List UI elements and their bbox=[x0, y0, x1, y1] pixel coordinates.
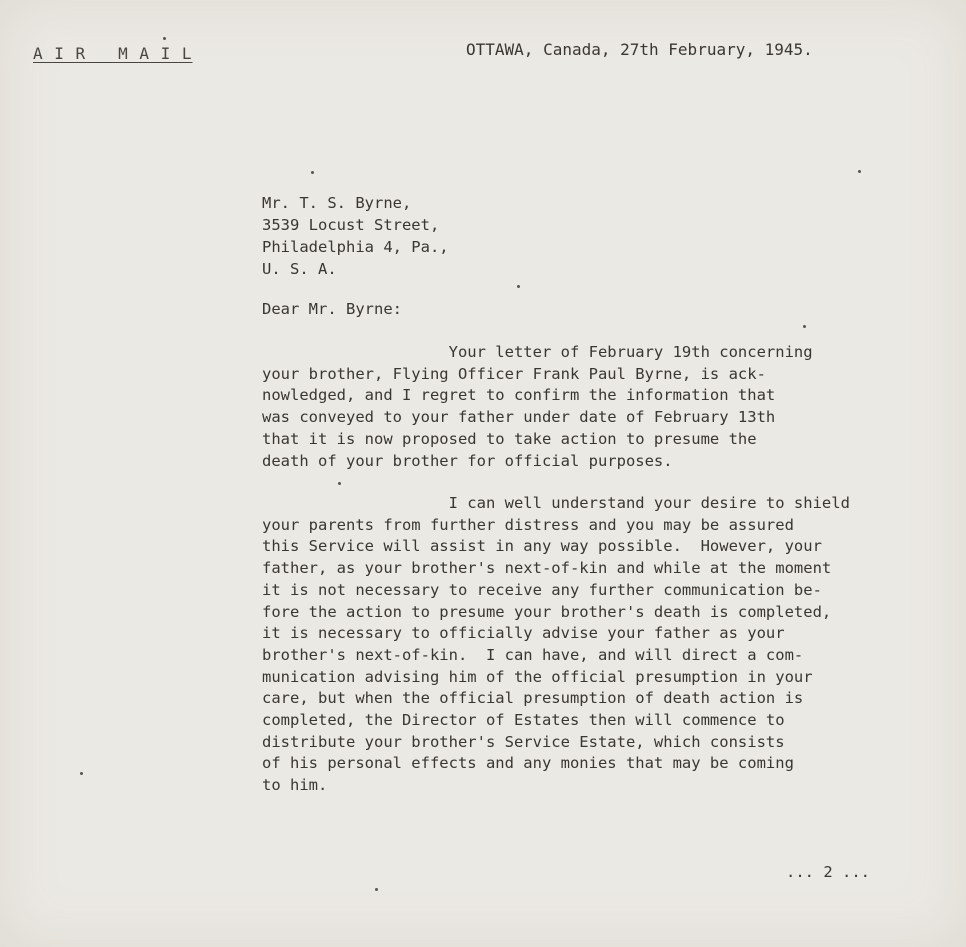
paragraph-line: munication advising him of the official presumption in your bbox=[262, 667, 813, 686]
paragraph-line: Your letter of February 19th concerning bbox=[262, 343, 813, 361]
paragraph-line: distribute your brother's Service Estate, which consists bbox=[262, 732, 785, 751]
paper-speck bbox=[80, 772, 83, 775]
paper-speck bbox=[163, 37, 166, 40]
address-line: Mr. T. S. Byrne, bbox=[262, 194, 412, 212]
paragraph-line: fore the action to presume your brother's death is completed, bbox=[262, 602, 832, 621]
paragraph-line: it is necessary to officially advise your father as your bbox=[262, 624, 785, 643]
dateline: OTTAWA, Canada, 27th February, 1945. bbox=[466, 40, 813, 59]
page-continuation-marker: ... 2 ... bbox=[786, 863, 870, 881]
paragraph-line: your parents from further distress and you may be assured bbox=[262, 515, 794, 534]
paper-speck bbox=[517, 285, 520, 288]
paragraph-line: this Service will assist in any way possible. However, your bbox=[262, 537, 822, 556]
paragraph-line: it is not necessary to receive any further communication be- bbox=[262, 580, 822, 599]
paragraph-line: I can well understand your desire to shield bbox=[262, 494, 850, 512]
paper-speck bbox=[338, 482, 341, 485]
paragraph-line: of his personal effects and any monies that may be coming bbox=[262, 754, 794, 773]
paragraph-line: your brother, Flying Officer Frank Paul Byrne, is ack- bbox=[262, 364, 766, 383]
paper-speck bbox=[803, 325, 806, 328]
paragraph-line: to him. bbox=[262, 776, 328, 795]
paragraph-line: father, as your brother's next-of-kin and while at the moment bbox=[262, 559, 832, 578]
paper-speck bbox=[375, 888, 378, 891]
paper-speck bbox=[311, 171, 314, 174]
paragraph-line: that it is now proposed to take action to presume the bbox=[262, 429, 757, 448]
paragraph-1 bbox=[262, 342, 942, 472]
paragraph-line: brother's next-of-kin. I can have, and will direct a com- bbox=[262, 645, 804, 664]
paragraph-line: care, but when the official presumption of death action is bbox=[262, 689, 804, 708]
salutation: Dear Mr. Byrne: bbox=[262, 300, 402, 318]
paper-speck bbox=[858, 170, 861, 173]
air-mail-heading: A I R M A I L bbox=[33, 44, 193, 63]
address-line: U. S. A. bbox=[262, 260, 337, 278]
paragraph-line: nowledged, and I regret to confirm the information that bbox=[262, 386, 776, 405]
paragraph-line: death of your brother for official purposes. bbox=[262, 451, 673, 470]
address-line: 3539 Locust Street, bbox=[262, 216, 440, 234]
paragraph-2 bbox=[262, 493, 942, 797]
address-line: Philadelphia 4, Pa., bbox=[262, 238, 449, 256]
recipient-address bbox=[262, 192, 449, 280]
paragraph-line: was conveyed to your father under date of February 13th bbox=[262, 408, 776, 427]
paragraph-line: completed, the Director of Estates then will commence to bbox=[262, 711, 785, 730]
